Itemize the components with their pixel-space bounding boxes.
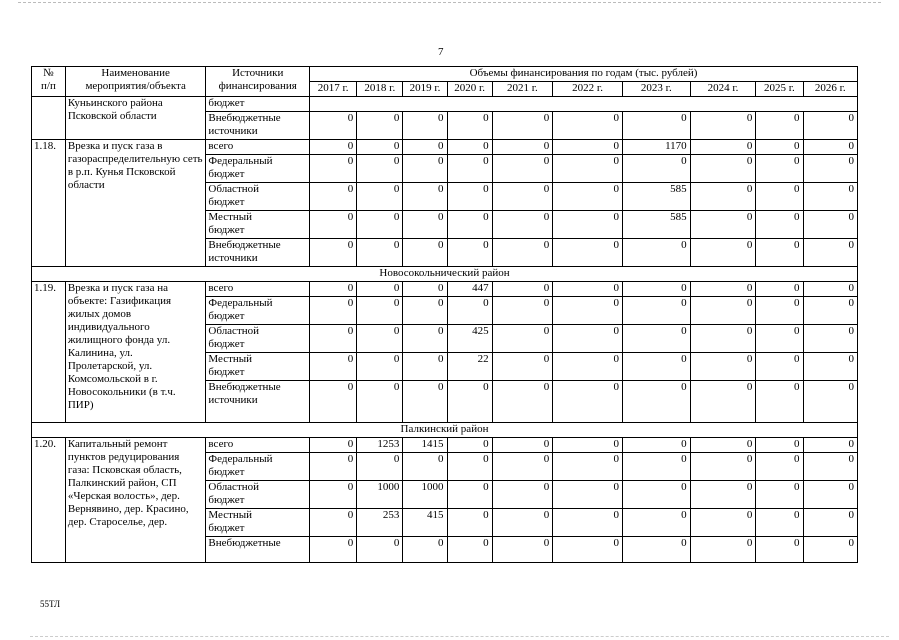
value-cell: 0: [622, 353, 690, 381]
value-cell: 1170: [622, 140, 690, 155]
value-cell: 0: [553, 509, 623, 537]
value-cell: 0: [310, 438, 357, 453]
value-cell: 0: [756, 239, 803, 267]
value-cell: 0: [310, 140, 357, 155]
value-cell: 0: [357, 211, 403, 239]
header-year: 2020 г.: [447, 82, 492, 97]
value-cell: 0: [690, 381, 756, 423]
value-cell: 0: [622, 438, 690, 453]
value-cell: 0: [690, 297, 756, 325]
value-cell: 0: [622, 481, 690, 509]
value-cell: 0: [690, 453, 756, 481]
value-cell: 0: [403, 381, 447, 423]
value-cell: 0: [553, 282, 623, 297]
value-cell: 22: [447, 353, 492, 381]
value-cell: 0: [553, 453, 623, 481]
value-cell: 0: [403, 325, 447, 353]
table-row: [32, 97, 858, 112]
value-cell: 0: [447, 537, 492, 563]
value-cell: 0: [622, 112, 690, 140]
value-cell: 0: [622, 155, 690, 183]
value-cell: 0: [403, 537, 447, 563]
row-source: Внебюджетные источники: [206, 239, 310, 267]
value-cell: 0: [756, 325, 803, 353]
value-cell: 0: [403, 155, 447, 183]
value-cell: 0: [492, 537, 553, 563]
value-cell: 0: [803, 297, 857, 325]
header-year: 2019 г.: [403, 82, 447, 97]
row-num: 1.19.: [32, 282, 66, 423]
header-year: 2024 г.: [690, 82, 756, 97]
value-cell: 0: [403, 282, 447, 297]
row-source: Федеральный бюджет: [206, 155, 310, 183]
table-row: [32, 282, 858, 297]
value-cell: 0: [756, 155, 803, 183]
value-cell: 0: [756, 112, 803, 140]
value-cell: 0: [553, 239, 623, 267]
section-title: Палкинский район: [32, 423, 858, 438]
value-cell: 0: [756, 211, 803, 239]
value-cell: 0: [803, 155, 857, 183]
value-cell: 0: [492, 353, 553, 381]
row-name: Врезка и пуск газа на объекте: Газификация жилых домов индивидуального жилищного фонда ул. Калинина, ул. Пролетарской, ул. Комсомольской в г. Новосокольники (в т.ч. ПИР): [65, 282, 206, 423]
value-cell: 0: [803, 282, 857, 297]
row-source: Внебюджетные: [206, 537, 310, 563]
header-sources: Источники финансирования: [206, 67, 310, 97]
value-cell: 0: [690, 239, 756, 267]
row-name: Куньинского района Псковской области: [65, 97, 206, 140]
value-cell: 0: [310, 325, 357, 353]
value-cell: 0: [310, 297, 357, 325]
value-cell: 0: [622, 297, 690, 325]
row-source: Областной бюджет: [206, 481, 310, 509]
value-cell: 0: [690, 211, 756, 239]
value-cell: 1253: [357, 438, 403, 453]
value-cell: 0: [553, 297, 623, 325]
value-cell: 0: [756, 297, 803, 325]
row-values-continued: [310, 97, 858, 112]
value-cell: 0: [357, 282, 403, 297]
value-cell: 415: [403, 509, 447, 537]
value-cell: 0: [622, 381, 690, 423]
value-cell: 0: [803, 438, 857, 453]
row-num: [32, 97, 66, 140]
value-cell: 0: [756, 282, 803, 297]
value-cell: 0: [403, 453, 447, 481]
header-year: 2023 г.: [622, 82, 690, 97]
value-cell: 0: [690, 112, 756, 140]
value-cell: 0: [403, 112, 447, 140]
value-cell: 0: [756, 381, 803, 423]
value-cell: 0: [553, 183, 623, 211]
header-year: 2021 г.: [492, 82, 553, 97]
value-cell: 0: [310, 509, 357, 537]
value-cell: 0: [553, 381, 623, 423]
value-cell: 0: [622, 325, 690, 353]
value-cell: 0: [756, 537, 803, 563]
row-source: Местный бюджет: [206, 509, 310, 537]
section-title: Новосокольнический район: [32, 267, 858, 282]
value-cell: 0: [803, 509, 857, 537]
value-cell: 0: [803, 453, 857, 481]
table-row: [32, 438, 858, 453]
value-cell: 0: [447, 453, 492, 481]
header-year: 2026 г.: [803, 82, 857, 97]
value-cell: 0: [622, 282, 690, 297]
value-cell: 0: [553, 155, 623, 183]
value-cell: 0: [553, 438, 623, 453]
value-cell: 0: [553, 211, 623, 239]
value-cell: 0: [690, 537, 756, 563]
value-cell: 0: [447, 140, 492, 155]
row-num: 1.18.: [32, 140, 66, 267]
table-row: [32, 140, 858, 155]
value-cell: 0: [403, 183, 447, 211]
value-cell: 0: [756, 183, 803, 211]
value-cell: 0: [492, 481, 553, 509]
value-cell: 0: [803, 140, 857, 155]
value-cell: 0: [803, 325, 857, 353]
value-cell: 0: [492, 453, 553, 481]
value-cell: 0: [803, 239, 857, 267]
value-cell: 0: [492, 211, 553, 239]
value-cell: 0: [447, 297, 492, 325]
value-cell: 0: [447, 509, 492, 537]
value-cell: 0: [553, 481, 623, 509]
header-year: 2018 г.: [357, 82, 403, 97]
value-cell: 0: [690, 140, 756, 155]
financing-table: [31, 66, 858, 563]
value-cell: 0: [310, 211, 357, 239]
value-cell: 0: [553, 140, 623, 155]
value-cell: 0: [447, 211, 492, 239]
document-code: 55ТЛ: [40, 599, 61, 609]
header-name: Наименование мероприятия/объекта: [65, 67, 206, 97]
value-cell: 0: [310, 183, 357, 211]
value-cell: 0: [447, 183, 492, 211]
value-cell: 0: [403, 353, 447, 381]
value-cell: 0: [622, 453, 690, 481]
value-cell: 0: [803, 381, 857, 423]
value-cell: 0: [403, 297, 447, 325]
value-cell: 0: [690, 438, 756, 453]
value-cell: 0: [403, 140, 447, 155]
value-cell: 585: [622, 183, 690, 211]
row-source: Местный бюджет: [206, 211, 310, 239]
value-cell: 0: [690, 353, 756, 381]
row-source: Федеральный бюджет: [206, 297, 310, 325]
value-cell: 0: [803, 537, 857, 563]
value-cell: 0: [553, 537, 623, 563]
value-cell: 0: [310, 353, 357, 381]
value-cell: 0: [447, 155, 492, 183]
value-cell: 0: [310, 453, 357, 481]
scan-top-edge: [18, 2, 881, 3]
value-cell: 0: [403, 211, 447, 239]
value-cell: 0: [492, 282, 553, 297]
row-source: всего: [206, 282, 310, 297]
value-cell: 0: [357, 297, 403, 325]
value-cell: 0: [310, 155, 357, 183]
section-row: [32, 267, 858, 282]
value-cell: 0: [690, 183, 756, 211]
value-cell: 0: [492, 381, 553, 423]
header-volumes: Объемы финансирования по годам (тыс. рублей): [310, 67, 858, 82]
value-cell: 0: [357, 140, 403, 155]
value-cell: 1000: [403, 481, 447, 509]
value-cell: 0: [690, 155, 756, 183]
value-cell: 0: [553, 112, 623, 140]
value-cell: 0: [803, 211, 857, 239]
value-cell: 0: [492, 239, 553, 267]
row-source: всего: [206, 438, 310, 453]
value-cell: 0: [492, 183, 553, 211]
value-cell: 0: [492, 325, 553, 353]
value-cell: 0: [553, 353, 623, 381]
value-cell: 0: [492, 155, 553, 183]
header-year: 2022 г.: [553, 82, 623, 97]
value-cell: 0: [357, 155, 403, 183]
header-year: 2025 г.: [756, 82, 803, 97]
row-name: Врезка и пуск газа в газораспределительную сеть в р.п. Кунья Псковской области: [65, 140, 206, 267]
value-cell: 0: [492, 509, 553, 537]
scan-bottom-edge: [30, 636, 889, 637]
value-cell: 0: [690, 282, 756, 297]
value-cell: 0: [447, 438, 492, 453]
value-cell: 0: [357, 239, 403, 267]
value-cell: 0: [803, 183, 857, 211]
value-cell: 0: [622, 239, 690, 267]
value-cell: 0: [447, 239, 492, 267]
value-cell: 0: [553, 325, 623, 353]
row-source: Местный бюджет: [206, 353, 310, 381]
header-year: 2017 г.: [310, 82, 357, 97]
value-cell: 1415: [403, 438, 447, 453]
value-cell: 0: [447, 481, 492, 509]
value-cell: 0: [756, 438, 803, 453]
value-cell: 0: [756, 481, 803, 509]
value-cell: 585: [622, 211, 690, 239]
value-cell: 0: [690, 481, 756, 509]
value-cell: 0: [803, 112, 857, 140]
value-cell: 0: [756, 353, 803, 381]
value-cell: 0: [492, 297, 553, 325]
row-source: Областной бюджет: [206, 325, 310, 353]
value-cell: 0: [310, 381, 357, 423]
row-num: 1.20.: [32, 438, 66, 563]
value-cell: 1000: [357, 481, 403, 509]
value-cell: 0: [357, 537, 403, 563]
value-cell: 0: [357, 453, 403, 481]
value-cell: 0: [756, 453, 803, 481]
value-cell: 447: [447, 282, 492, 297]
value-cell: 0: [803, 481, 857, 509]
row-source: Внебюджетные источники: [206, 112, 310, 140]
value-cell: 0: [357, 183, 403, 211]
value-cell: 0: [310, 239, 357, 267]
value-cell: 0: [357, 353, 403, 381]
value-cell: 0: [447, 112, 492, 140]
section-row: [32, 423, 858, 438]
value-cell: 0: [492, 140, 553, 155]
value-cell: 0: [492, 112, 553, 140]
value-cell: 0: [310, 282, 357, 297]
value-cell: 253: [357, 509, 403, 537]
row-source: Областной бюджет: [206, 183, 310, 211]
row-source: бюджет: [206, 97, 310, 112]
value-cell: 0: [403, 239, 447, 267]
header-num: № п/п: [32, 67, 66, 97]
value-cell: 0: [756, 509, 803, 537]
value-cell: 0: [310, 481, 357, 509]
value-cell: 0: [357, 112, 403, 140]
value-cell: 0: [622, 537, 690, 563]
value-cell: 0: [357, 325, 403, 353]
value-cell: 0: [357, 381, 403, 423]
value-cell: 425: [447, 325, 492, 353]
value-cell: 0: [690, 509, 756, 537]
page-number: 7: [438, 46, 444, 58]
header-row: [32, 67, 858, 82]
row-source: всего: [206, 140, 310, 155]
value-cell: 0: [622, 509, 690, 537]
row-source: Федеральный бюджет: [206, 453, 310, 481]
value-cell: 0: [447, 381, 492, 423]
value-cell: 0: [803, 353, 857, 381]
row-source: Внебюджетные источники: [206, 381, 310, 423]
value-cell: 0: [492, 438, 553, 453]
value-cell: 0: [690, 325, 756, 353]
value-cell: 0: [756, 140, 803, 155]
value-cell: 0: [310, 112, 357, 140]
value-cell: 0: [310, 537, 357, 563]
row-name: Капитальный ремонт пунктов редуцирования газа: Псковская область, Палкинский район, СП «Черская волость», дер. Вернявино, дер. Красино, дер. Староселье, дер.: [65, 438, 206, 563]
